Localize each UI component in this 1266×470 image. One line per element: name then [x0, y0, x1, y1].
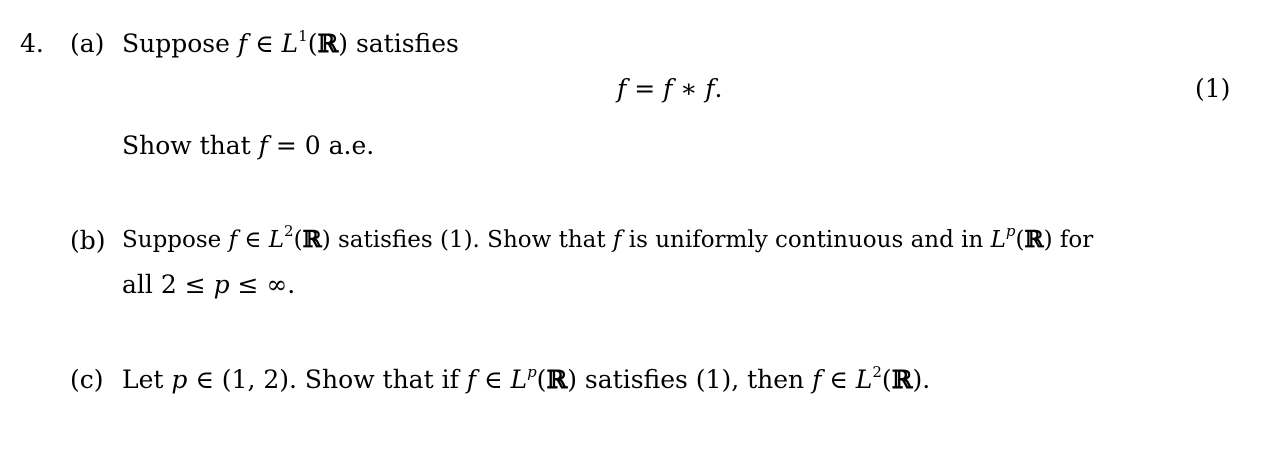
problem-number: 4.: [20, 29, 44, 58]
part-c-label: (c): [70, 365, 104, 394]
equation-number: (1): [1195, 74, 1231, 103]
part-b-statement: Suppose f ∈ $L^2(ℝ)$ satisfies (1). Show that f is uniformly continuous and in $L^p(ℝ)$ for: [122, 222, 1094, 253]
part-b-label: (b): [70, 226, 106, 255]
part-c-statement: Let p ∈ (1, 2). Show that if f ∈ $L^p(ℝ)$ satisfies (1), then f ∈ $L^2(ℝ)$.: [122, 363, 931, 394]
part-b-line2: all 2 ≤ p ≤ ∞.: [122, 270, 296, 299]
part-a-show: Show that f = 0 a.e.: [122, 131, 375, 160]
part-a-label: (a): [70, 29, 105, 58]
equation-1: f = f ∗ f.: [617, 74, 723, 103]
part-a-statement: Suppose f ∈ $L^1(ℝ)$ satisfies: [122, 27, 459, 58]
